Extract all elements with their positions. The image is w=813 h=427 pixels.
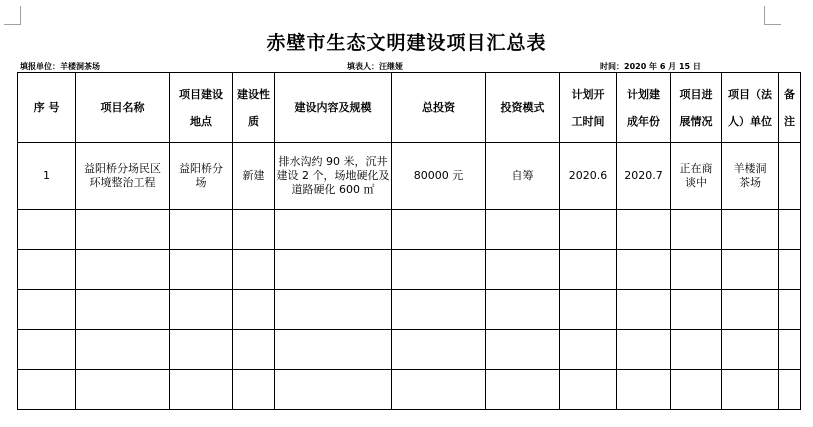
empty-cell <box>560 250 617 290</box>
report-date: 时间：2020 年 6 月 15 日 <box>600 62 701 71</box>
empty-cell <box>779 290 801 330</box>
empty-cell <box>18 290 76 330</box>
empty-cell <box>18 330 76 370</box>
empty-cell <box>486 330 560 370</box>
empty-cell <box>617 210 671 250</box>
empty-row <box>18 290 801 330</box>
empty-cell <box>233 250 275 290</box>
empty-cell <box>486 250 560 290</box>
header-location: 项目建设 地点 <box>170 73 233 143</box>
empty-cell <box>671 210 722 250</box>
page-corner-mark-left <box>4 6 21 25</box>
empty-row <box>18 210 801 250</box>
empty-cell <box>392 370 486 410</box>
empty-cell <box>617 250 671 290</box>
page-corner-mark-right <box>764 6 781 25</box>
empty-cell <box>233 330 275 370</box>
empty-cell <box>779 330 801 370</box>
cell-progress: 正在商谈中 <box>671 143 722 210</box>
empty-cell <box>671 250 722 290</box>
empty-cell <box>486 290 560 330</box>
table-row <box>18 143 801 210</box>
header-content: 建设内容及规模 <box>275 73 392 143</box>
empty-cell <box>722 290 779 330</box>
empty-cell <box>233 290 275 330</box>
empty-cell <box>275 290 392 330</box>
empty-cell <box>392 290 486 330</box>
empty-cell <box>779 210 801 250</box>
empty-cell <box>617 330 671 370</box>
empty-cell <box>671 330 722 370</box>
cell-nature: 新建 <box>233 143 275 210</box>
empty-cell <box>486 370 560 410</box>
empty-cell <box>722 330 779 370</box>
cell-location: 益阳桥分场 <box>170 143 233 210</box>
empty-cell <box>560 210 617 250</box>
form-filler: 填表人：汪继娅 <box>347 62 403 71</box>
empty-cell <box>392 330 486 370</box>
empty-cell <box>76 370 170 410</box>
empty-cell <box>275 210 392 250</box>
empty-cell <box>275 330 392 370</box>
header-mode: 投资模式 <box>486 73 560 143</box>
empty-cell <box>392 210 486 250</box>
cell-start: 2020.6 <box>560 143 617 210</box>
cell-seq: 1 <box>18 143 76 210</box>
header-start: 计划开 工时间 <box>560 73 617 143</box>
header-investment: 总投资 <box>392 73 486 143</box>
header-remark: 备 注 <box>779 73 801 143</box>
empty-cell <box>170 210 233 250</box>
project-summary-table <box>17 72 801 410</box>
empty-cell <box>617 370 671 410</box>
empty-cell <box>76 330 170 370</box>
empty-cell <box>392 250 486 290</box>
header-owner: 项目（法 人）单位 <box>722 73 779 143</box>
cell-remark <box>779 143 801 210</box>
empty-cell <box>560 290 617 330</box>
empty-cell <box>671 370 722 410</box>
header-row <box>18 73 801 143</box>
empty-cell <box>76 250 170 290</box>
empty-cell <box>18 370 76 410</box>
header-name: 项目名称 <box>76 73 170 143</box>
cell-content: 排水沟约 90 米，沉井建设 2 个，场地硬化及道路硬化 600 ㎡ <box>275 143 392 210</box>
empty-cell <box>617 290 671 330</box>
empty-cell <box>170 290 233 330</box>
cell-finish: 2020.7 <box>617 143 671 210</box>
cell-owner: 羊楼洞茶场 <box>722 143 779 210</box>
cell-name: 益阳桥分场民区环境整治工程 <box>76 143 170 210</box>
empty-row <box>18 370 801 410</box>
empty-cell <box>170 250 233 290</box>
reporting-unit: 填报单位：羊楼洞茶场 <box>20 62 100 71</box>
empty-cell <box>170 330 233 370</box>
empty-cell <box>779 250 801 290</box>
empty-cell <box>275 370 392 410</box>
empty-cell <box>233 370 275 410</box>
empty-cell <box>486 210 560 250</box>
empty-cell <box>671 290 722 330</box>
empty-row <box>18 330 801 370</box>
empty-cell <box>560 330 617 370</box>
empty-row <box>18 250 801 290</box>
empty-cell <box>779 370 801 410</box>
empty-cell <box>18 250 76 290</box>
header-nature: 建设性 质 <box>233 73 275 143</box>
cell-investment: 80000 元 <box>392 143 486 210</box>
empty-cell <box>275 250 392 290</box>
empty-cell <box>170 370 233 410</box>
empty-cell <box>722 210 779 250</box>
empty-cell <box>722 370 779 410</box>
empty-cell <box>560 370 617 410</box>
header-finish: 计划建 成年份 <box>617 73 671 143</box>
cell-mode: 自筹 <box>486 143 560 210</box>
document-title: 赤壁市生态文明建设项目汇总表 <box>266 32 547 54</box>
header-progress: 项目进 展情况 <box>671 73 722 143</box>
empty-cell <box>76 290 170 330</box>
empty-cell <box>722 250 779 290</box>
empty-cell <box>18 210 76 250</box>
empty-cell <box>76 210 170 250</box>
header-seq: 序 号 <box>18 73 76 143</box>
empty-cell <box>233 210 275 250</box>
